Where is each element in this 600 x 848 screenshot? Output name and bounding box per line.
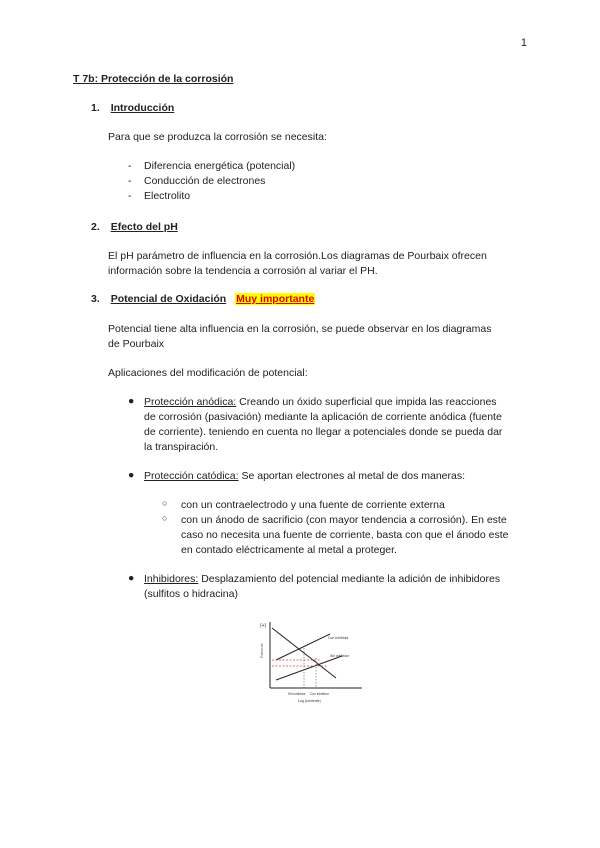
list-item: Electrolito <box>144 190 191 202</box>
circle-bullet-icon: ○ <box>162 498 168 508</box>
inhibidores-paragraph <box>144 572 539 602</box>
list-dash: - <box>128 160 132 172</box>
anodica-line-4: la transpiración. <box>144 441 219 453</box>
figure-legend-without-inhibitor: Sin inhibidor <box>330 654 350 658</box>
page-number: 1 <box>520 37 527 49</box>
section-2-heading <box>91 221 178 233</box>
inhibidores-line-2: (sulfitos o hidracina) <box>144 588 238 600</box>
inhibidores-line-1: Desplazamiento del potencial mediante la adición de inhibidores <box>198 573 501 585</box>
bullet-icon: ● <box>128 469 135 481</box>
figure-legend-with-inhibitor: Con inhibidor <box>328 636 349 640</box>
section-number: 3. <box>91 293 100 305</box>
ph-line-2: información sobre la tendencia a corrosión al variar el PH. <box>108 265 378 277</box>
catodica-sub-2-line-1: con un ánodo de sacrificio (con mayor tendencia a corrosión). En este <box>181 514 507 526</box>
section-title: Efecto del pH <box>110 221 178 233</box>
figure-x-tick-1: Sin inhibidor <box>288 692 306 696</box>
figure-y-label: (+) <box>260 623 267 629</box>
intro-text: Para que se produzca la corrosión se necesita: <box>108 131 327 143</box>
figure-y-axis-title: Potencial <box>260 643 264 658</box>
anodica-line-3: de corriente). teniendo en cuenta no llegar a potenciales donde se pueda dar <box>144 426 503 438</box>
list-dash: - <box>128 175 132 187</box>
section-1-heading <box>91 102 174 114</box>
list-item: Diferencia energética (potencial) <box>144 160 296 172</box>
catodica-sub-1: con un contraelectrodo y una fuente de corriente externa <box>181 499 445 511</box>
circle-bullet-icon: ○ <box>162 513 168 523</box>
evans-diagram-figure <box>258 618 368 708</box>
anodic-curve-without-inhibitor <box>276 656 342 680</box>
section-3-heading <box>91 293 315 305</box>
catodica-label: Protección catódica: <box>144 470 239 482</box>
list-dash: - <box>128 190 132 202</box>
potencial-line-2: de Pourbaix <box>108 338 165 350</box>
figure-x-axis-title: Log (corriente) <box>298 699 321 703</box>
section-number: 1. <box>91 102 100 114</box>
section-title: Introducción <box>110 102 175 114</box>
section-title: Potencial de Oxidación <box>110 293 227 305</box>
bullet-icon: ● <box>128 572 135 584</box>
catodica-paragraph <box>144 469 539 484</box>
catodica-rest: Se aportan electrones al metal de dos maneras: <box>238 470 466 482</box>
catodica-sub-2-line-3: en contado eléctricamente al metal a proteger. <box>181 544 397 556</box>
potencial-line-1: Potencial tiene alta influencia en la corrosión, se puede observar en los diagramas <box>108 323 492 335</box>
document-title: T 7b: Protección de la corrosión <box>73 73 234 85</box>
aplicaciones-text: Aplicaciones del modificación de potencial: <box>108 367 308 379</box>
bullet-icon: ● <box>128 395 135 407</box>
anodica-line-1: Creando un óxido superficial que impida las reacciones <box>236 396 497 408</box>
section-number: 2. <box>91 221 100 233</box>
catodica-sub-2-line-2: caso no necesita una fuente de corriente, basta con que el ánodo este <box>181 529 509 541</box>
catodica-sub-2 <box>181 513 539 558</box>
anodica-paragraph <box>144 395 539 455</box>
figure-x-tick-2: Con inhibidor <box>310 692 329 696</box>
ph-line-1: El pH parámetro de influencia en la corrosión.Los diagramas de Pourbaix ofrecen <box>108 250 487 262</box>
anodica-label: Protección anódica: <box>144 396 237 408</box>
anodica-line-2: de corrosión (pasivación) mediante la aplicación de corriente anódica (fuente <box>144 411 502 423</box>
inhibidores-label: Inhibidores: <box>144 573 199 585</box>
list-item: Conducción de electrones <box>144 175 266 187</box>
importance-highlight: Muy importante <box>236 293 315 305</box>
